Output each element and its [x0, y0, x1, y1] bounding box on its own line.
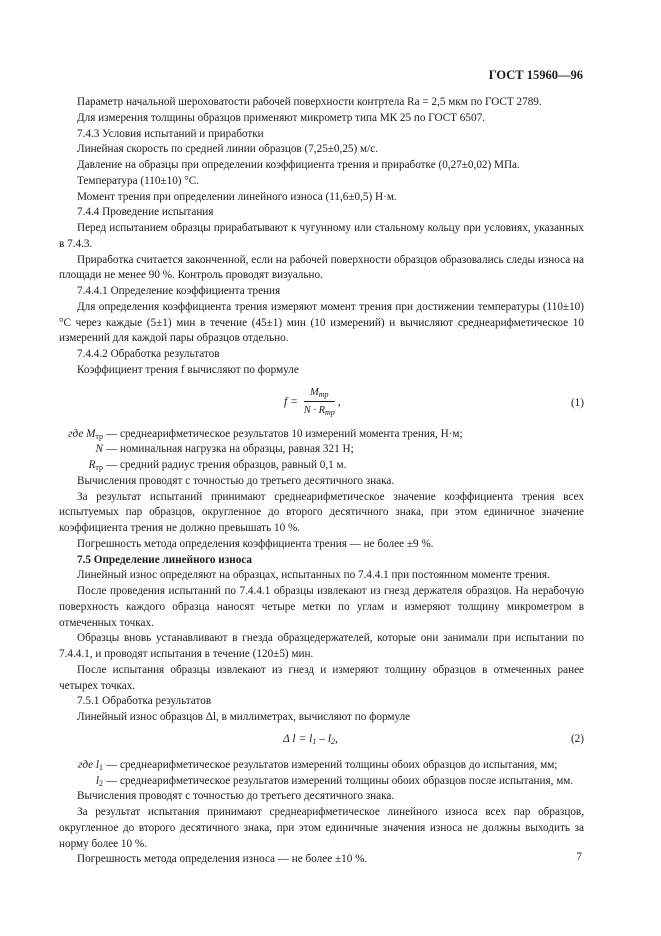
formula-2-definitions — [59, 758, 584, 790]
denominator-symbol: N · R — [303, 405, 326, 417]
paragraph: За результат испытания принимают среднеарифметическое линейного износа всех пар образцов, округленное до второго десятичного знака, при этом единичные значения износа не должны выходить за норму более 10 %. — [59, 806, 584, 850]
formula-1-definitions — [59, 427, 584, 474]
definition-symbol: где l — [77, 758, 99, 771]
definition-row — [59, 427, 584, 443]
definition-row — [59, 758, 584, 774]
definition-subscript: тр — [95, 431, 103, 441]
definition-subscript: тр — [95, 463, 103, 472]
paragraph: Перед испытанием образцы прирабатывают к чугунному или стальному кольцу при условиях, указанных в 7.4.3. — [59, 222, 584, 250]
paragraph: За результат испытаний принимают среднеарифметическое значение коэффициента трения всех испытуемых пар образцов, округленное до второго десятичного знака, при этом единичное значение коэффициента трения не должно превышать 10 %. — [59, 490, 584, 534]
section-heading: 7.4.4 Проведение испытания — [77, 206, 214, 219]
formula-1-tail: , — [337, 395, 341, 408]
definition-symbol: R — [88, 459, 96, 471]
definition-term — [59, 442, 106, 458]
paragraph: Линейный износ определяют на образцах, испытанных по 7.4.4.1 при постоянном моменте трения. — [77, 569, 550, 582]
definition-term — [59, 427, 106, 443]
section-heading: 7.5.1 Обработка результатов — [77, 695, 212, 708]
paragraph: Давление на образцы при определении коэффициента трения и приработке (0,27±0,02) МПа. — [77, 159, 520, 171]
formula-1 — [59, 385, 584, 419]
paragraph: Для определения коэффициента трения измеряют момент трения при достижении температуры (110±10) °С через каждые (5±1) мин в течение (45±1) мин (10 измерений) и вычисляют среднеарифметическое 10 измерений для каждой пары образцов отдельно. — [59, 300, 584, 345]
formula-2-lhs: Δ l = l — [283, 732, 313, 745]
formula-1-numerator — [304, 385, 335, 403]
denominator-subscript: тр — [325, 408, 335, 418]
formula-2-sub2: 2 — [331, 736, 336, 746]
definition-subscript: 1 — [99, 762, 103, 772]
definition-description: — номинальная нагрузка на образцы, равная 321 Н; — [106, 443, 354, 456]
page-number: 7 — [576, 851, 582, 863]
paragraph: Вычисления проводят с точностью до третьего десятичного знака. — [77, 790, 395, 803]
definition-description: — среднеарифметическое результатов измерений толщины обоих образцов после испытания, мм. — [106, 774, 574, 787]
formula-1-lhs: f = — [284, 395, 298, 408]
paragraph: Момент трения при определении линейного износа (11,6±0,5) Н·м. — [77, 190, 397, 203]
formula-1-expression — [284, 385, 341, 420]
definition-subscript: 2 — [99, 778, 103, 788]
formula-1-denominator — [304, 402, 335, 419]
formula-2-minus: – l — [316, 732, 332, 745]
formula-2-expression — [283, 732, 338, 748]
paragraph: Вычисления проводят с точностью до третьего десятичного знака. — [77, 474, 395, 487]
numerator-subscript: тр — [318, 389, 329, 399]
paragraph: Погрешность метода определения износа — не более ±10 %. — [77, 853, 368, 866]
paragraph: Линейная скорость по средней линии образцов (7,25±0,25) м/с. — [77, 143, 378, 156]
paragraph: Параметр начальной шероховатости рабочей поверхности контртела Ra = 2,5 мкм по ГОСТ 2789. — [77, 96, 542, 108]
document-body — [59, 95, 584, 868]
definition-row — [59, 774, 584, 790]
formula-2-sub1: 1 — [312, 736, 317, 746]
formula-2 — [59, 730, 584, 752]
paragraph: Приработка считается законченной, если на рабочей поверхности образцов образовались следы износа на площади не менее 90 %. Контроль проводят визуально. — [59, 253, 584, 282]
paragraph: После испытания образцы извлекают из гнезд и измеряют толщину образцов в отмеченных ранее четырех точках. — [59, 663, 584, 692]
paragraph: Коэффициент трения f вычисляют по формуле — [77, 363, 299, 376]
formula-1-fraction — [304, 385, 335, 420]
section-heading: 7.4.3 Условия испытаний и приработки — [77, 127, 264, 140]
section-heading: 7.4.4.2 Обработка результатов — [77, 348, 220, 360]
paragraph: Линейный износ образцов Δl, в миллиметрах, вычисляют по формуле — [77, 711, 411, 723]
formula-2-number: (2) — [570, 732, 584, 745]
numerator-symbol: M — [309, 386, 319, 398]
definition-row — [59, 442, 584, 458]
definition-term — [59, 774, 106, 790]
definition-symbol: N — [95, 443, 103, 456]
formula-2-tail: , — [335, 732, 338, 745]
standard-header: ГОСТ 15960—96 — [488, 68, 583, 82]
definition-description: — среднеарифметическое результатов измерений толщины обоих образцов до испытания, мм; — [106, 758, 558, 771]
section-heading-bold: 7.5 Определение линейного износа — [77, 553, 252, 566]
paragraph: Образцы вновь устанавливают в гнезда образцедержателей, которые они занимали при испытании по 7.4.4.1, и проводят испытания в течение (120±5) мин. — [59, 632, 584, 660]
paragraph: После проведения испытаний по 7.4.4.1 образцы извлекают из гнезд держателя образцов. На нерабочую поверхность каждого образца наносят четыре метки по углам и измеряют толщину микрометром в отмеченных точках. — [59, 585, 584, 629]
definition-symbol: l — [95, 774, 99, 787]
definition-term — [59, 458, 106, 474]
definition-term — [59, 758, 106, 774]
formula-1-number: (1) — [570, 396, 584, 409]
definition-description: — среднеарифметическое результатов 10 измерений момента трения, Н·м; — [106, 427, 463, 440]
paragraph: Погрешность метода определения коэффициента трения — не более ±9 %. — [77, 537, 434, 550]
section-heading: 7.4.4.1 Определение коэффициента трения — [77, 285, 281, 297]
paragraph: Температура (110±10) °С. — [77, 174, 200, 187]
definition-row — [59, 458, 584, 474]
paragraph: Для измерения толщины образцов применяют микрометр типа МК 25 по ГОСТ 6507. — [77, 111, 485, 124]
definition-symbol: где M — [68, 427, 96, 440]
definition-description: — средний радиус трения образцов, равный 0,1 м. — [106, 459, 347, 471]
